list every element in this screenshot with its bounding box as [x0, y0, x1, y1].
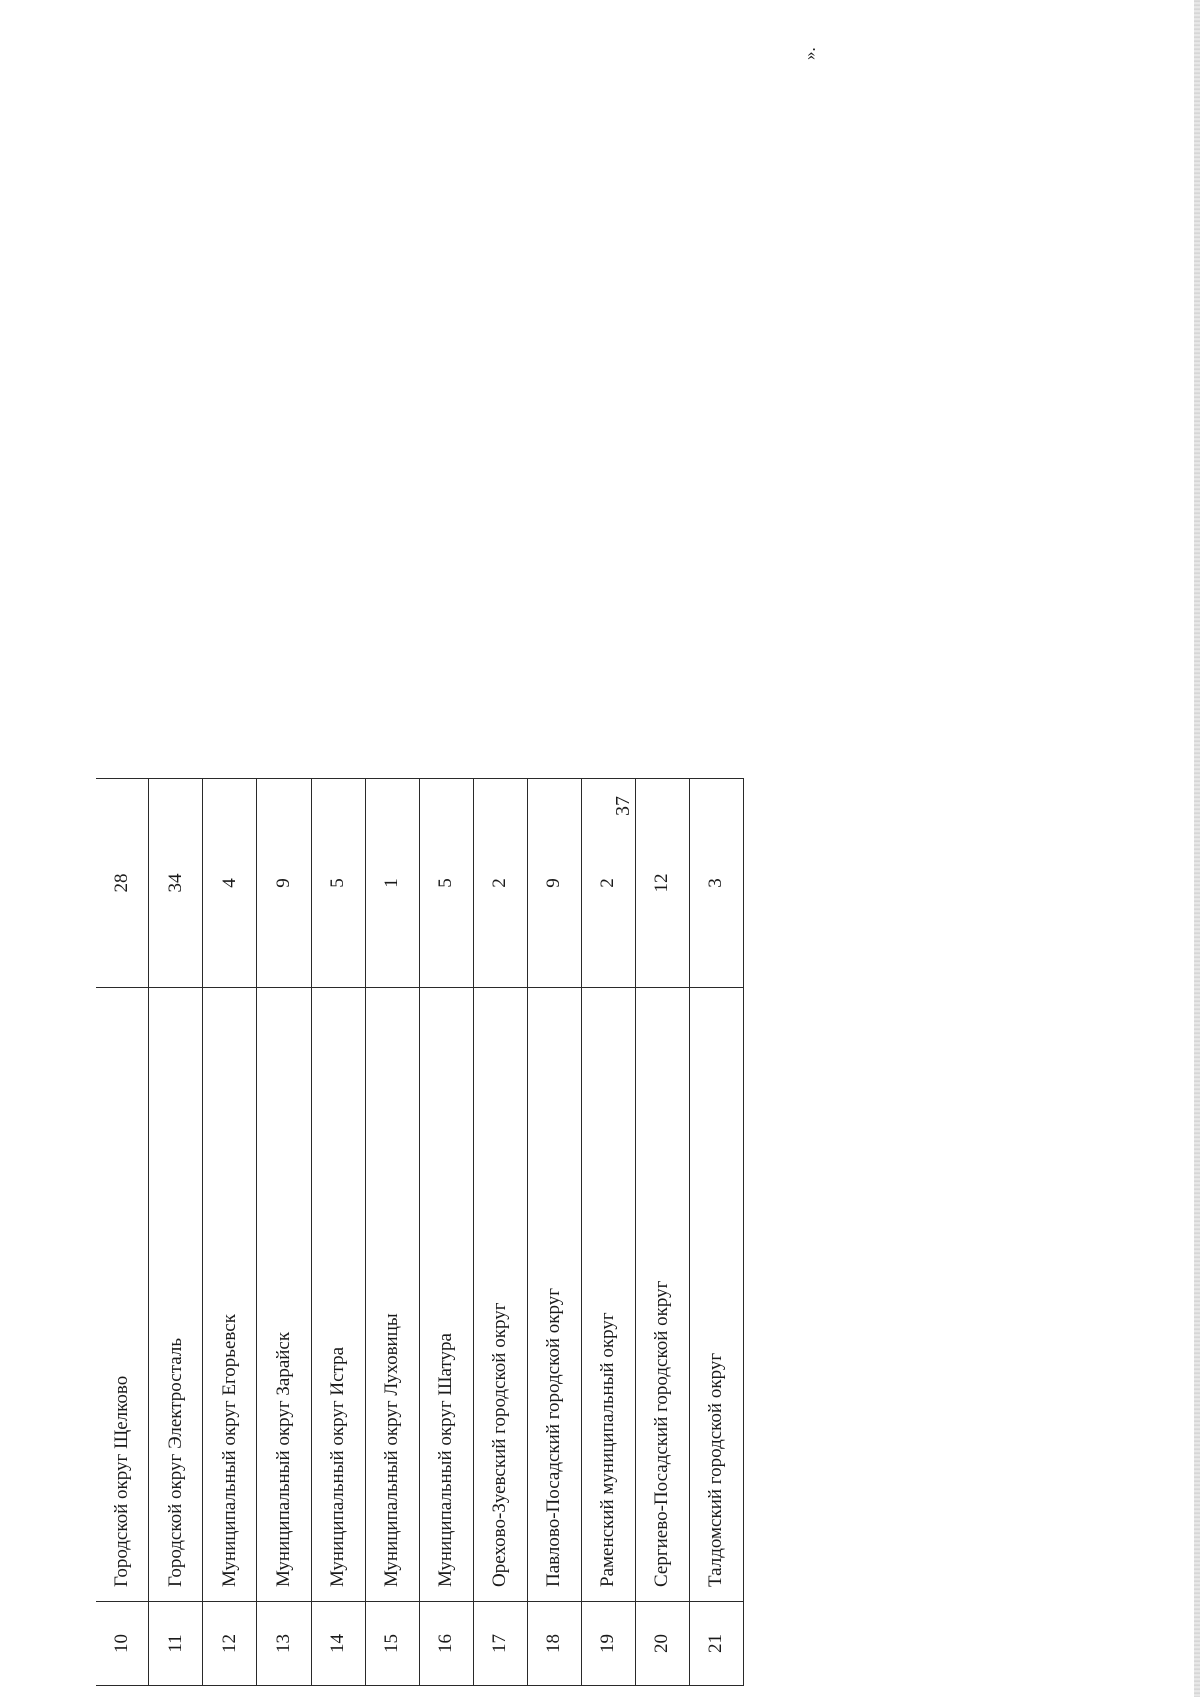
district-name: Муниципальный округ Зарайск: [257, 988, 311, 1602]
district-name: Орехово-Зуевский городской округ: [473, 988, 527, 1602]
district-name: Муниципальный округ Шатура: [419, 988, 473, 1602]
table-row: [473, 779, 527, 1686]
table-row: [257, 779, 311, 1686]
district-name: Муниципальный округ Луховицы: [365, 988, 419, 1602]
district-value: 4: [203, 779, 257, 988]
district-name: Раменский муниципальный округ: [581, 988, 635, 1602]
district-value: 9: [527, 779, 581, 988]
row-number: 18: [527, 1602, 581, 1686]
table-row: [581, 779, 635, 1686]
table-row: [311, 779, 365, 1686]
district-value: 34: [149, 779, 203, 988]
row-number: 13: [257, 1602, 311, 1686]
row-number: 16: [419, 1602, 473, 1686]
district-value: 28: [96, 779, 149, 988]
row-number: 14: [311, 1602, 365, 1686]
row-number: 11: [149, 1602, 203, 1686]
row-number: 15: [365, 1602, 419, 1686]
district-value: 9: [257, 779, 311, 988]
district-name: Павлово-Посадский городской округ: [527, 988, 581, 1602]
closing-quote-mark: ».: [800, 47, 819, 60]
district-value: 1: [365, 779, 419, 988]
district-value: 12: [635, 779, 689, 988]
table-body: [96, 779, 744, 1686]
page-number: 37: [612, 796, 634, 816]
table-row: [365, 779, 419, 1686]
table-row: [149, 779, 203, 1686]
row-number: 12: [203, 1602, 257, 1686]
scan-edge: [1194, 0, 1200, 1697]
table-row: [689, 779, 743, 1686]
district-name: Городской округ Щелково: [96, 988, 149, 1602]
district-value: 5: [419, 779, 473, 988]
table-row: [635, 779, 689, 1686]
table-row: [419, 779, 473, 1686]
row-number: 20: [635, 1602, 689, 1686]
district-value: 5: [311, 779, 365, 988]
district-table: [96, 778, 744, 1686]
district-name: Сергиево-Посадский городской округ: [635, 988, 689, 1602]
row-number: 21: [689, 1602, 743, 1686]
district-value: 2: [473, 779, 527, 988]
row-number: 10: [96, 1602, 149, 1686]
table-row: [527, 779, 581, 1686]
district-name: Муниципальный округ Истра: [311, 988, 365, 1602]
table-row: [203, 779, 257, 1686]
district-value: 2: [581, 779, 635, 988]
district-name: Городской округ Электросталь: [149, 988, 203, 1602]
row-number: 19: [581, 1602, 635, 1686]
table-row: [96, 779, 149, 1686]
row-number: 17: [473, 1602, 527, 1686]
district-name: Талдомский городской округ: [689, 988, 743, 1602]
district-value: 3: [689, 779, 743, 988]
rotated-table-block: [96, 866, 744, 1686]
district-name: Муниципальный округ Егорьевск: [203, 988, 257, 1602]
